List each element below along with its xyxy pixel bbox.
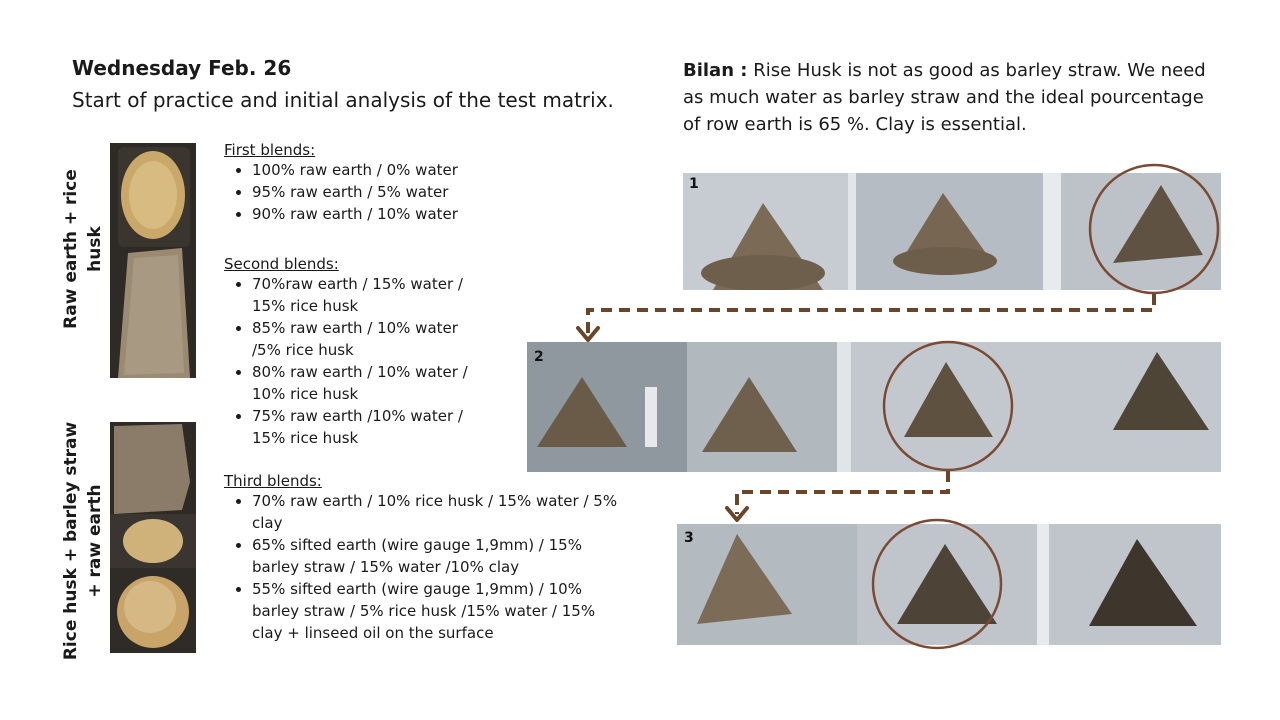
list-item: • 75% raw earth /10% water / 15% rice husk [252, 405, 490, 449]
highlight-circle-3 [873, 520, 1001, 648]
list-item: • 90% raw earth / 10% water [252, 203, 494, 225]
dashed-arrow-1 [588, 294, 1154, 334]
first-blends-title: First blends: [224, 141, 316, 159]
highlight-circle-2 [884, 342, 1012, 470]
list-item: • 85% raw earth / 10% water /5% rice husk [252, 317, 490, 361]
page-title: Wednesday Feb. 26 [72, 56, 292, 80]
page-subtitle: Start of practice and initial analysis of the test matrix. [72, 88, 614, 112]
strip-number-2: 2 [534, 349, 544, 365]
list-item: • 70%raw earth / 15% water / 15% rice husk [252, 273, 490, 317]
strip-number-1: 1 [689, 176, 699, 192]
list-item: • 95% raw earth / 5% water [252, 181, 494, 203]
dashed-arrow-2 [737, 471, 948, 514]
bilan-text: Rise Husk is not as good as barley straw. We need as much water as barley straw and the ideal pourcentage of row earth is 65 %. Clay is essential. [683, 60, 1206, 135]
side-label-barley-straw: Rice husk + barley straw + raw earth [61, 421, 105, 661]
list-item: • 100% raw earth / 0% water [252, 159, 494, 181]
list-item: • 65% sifted earth (wire gauge 1,9mm) / 15% barley straw / 15% water /10% clay [252, 534, 618, 578]
third-blends-title: Third blends: [224, 472, 322, 490]
bilan-label: Bilan : [683, 60, 748, 81]
strip-number-3: 3 [684, 530, 694, 546]
list-item: • 55% sifted earth (wire gauge 1,9mm) / 10% barley straw / 5% rice husk /15% water / 15% clay + linseed oil on the surface [252, 578, 618, 644]
side-label-rice-husk: Raw earth + rice husk [61, 169, 105, 329]
second-blends-title: Second blends: [224, 255, 339, 273]
list-item: • 70% raw earth / 10% rice husk / 15% water / 5% clay [252, 490, 618, 534]
list-item: • 80% raw earth / 10% water / 10% rice husk [252, 361, 490, 405]
highlight-circle-1 [1090, 165, 1218, 293]
